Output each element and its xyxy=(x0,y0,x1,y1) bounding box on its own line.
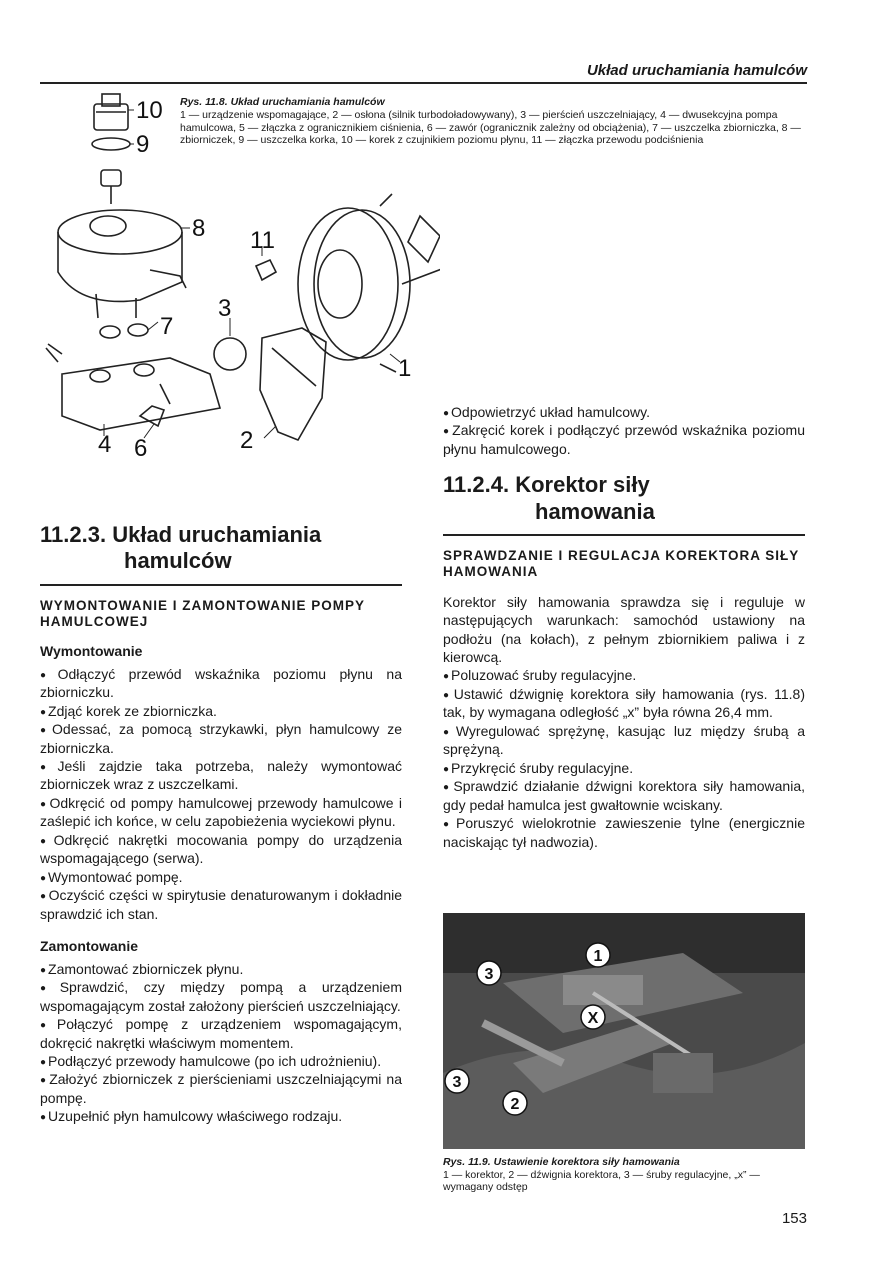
section-title-line1: Układ uruchamiania xyxy=(112,522,322,547)
list-item: ● Założyć zbiorniczek z pierścieniami uszczelniającymi na pompę. xyxy=(40,1070,402,1107)
subheading-pump: WYMONTOWANIE I ZAMONTOWANIE POMPY HAMULCOWEJ xyxy=(40,597,365,629)
list-item: ● Jeśli zajdzie taka potrzeba, należy wymontować zbiorniczek wraz z uszczelkami. xyxy=(40,757,402,794)
list-item: ● Uzupełnić płyn hamulcowy właściwego rodzaju. xyxy=(40,1107,402,1125)
list-item: ● Podłączyć przewody hamulcowe (po ich udrożnieniu). xyxy=(40,1052,402,1070)
callout-1: 1 xyxy=(398,355,412,382)
page-number: 153 xyxy=(781,1210,807,1227)
caption-text: 1 — urządzenie wspomagające, 2 — osłona (silnik turbodoładowywany), 3 — pierścień uszczelniający, 4 — dwusekcyjna pompa hamulcowa, 5 — złączka z ogranicznikiem ciśnienia, 6 — zawór (ogranicznik zależny od obciążenia), 7 — uszczelka zbiorniczka, 8 — zbiorniczek, 9 — uszczelka korka, 10 — korek z czujnikiem poziomu płynu, 11 — złączka przewodu podciśnienia xyxy=(180,108,801,147)
callout-3: 3 xyxy=(218,295,232,322)
figure-caption-11-9 xyxy=(443,1156,805,1194)
callout-2: 2 xyxy=(240,427,254,454)
photo-callout-3a: 3 xyxy=(484,966,494,983)
caption-title: Rys. 11.8. Układ uruchamiania hamulców xyxy=(180,96,385,108)
install-heading: Zamontowanie xyxy=(40,938,139,955)
section-title-line1: Korektor siły xyxy=(515,472,650,498)
left-column xyxy=(40,522,402,1126)
list-item: ● Połączyć pompę z urządzeniem wspomagającym, dokręcić nakrętki właściwym momentem. xyxy=(40,1015,402,1052)
list-item: ● Poruszyć wielokrotnie zawieszenie tylne (energicznie naciskając tył nadwozia). xyxy=(443,814,805,851)
list-item: ● Odpowietrzyć układ hamulcowy. xyxy=(443,403,805,421)
section-heading-11-2-3 xyxy=(40,522,402,575)
photo-callout-1: 1 xyxy=(593,948,603,965)
section-title-line2: hamowania xyxy=(535,498,655,524)
section-number: 11.2.4. xyxy=(443,472,510,498)
callout-10: 10 xyxy=(136,97,163,124)
list-item: ● Zdjąć korek ze zbiorniczka. xyxy=(40,702,402,720)
list-item: ● Zakręcić korek i podłączyć przewód wskaźnika poziomu płynu hamulcowego. xyxy=(443,421,805,458)
callout-6: 6 xyxy=(134,435,148,462)
callout-8: 8 xyxy=(192,215,206,242)
list-item: ● Ustawić dźwignię korektora siły hamowania (rys. 11.8) tak, by wymagana odległość „x” była równa 26,4 mm. xyxy=(443,685,805,722)
list-item: ● Oczyścić części w spirytusie denaturowanym i dokładnie sprawdzić ich stan. xyxy=(40,886,402,923)
section-heading-11-2-4 xyxy=(443,472,805,525)
caption-title: Rys. 11.9. Ustawienie korektora siły hamowania xyxy=(443,1156,680,1168)
figure-caption-11-8 xyxy=(180,96,810,147)
list-item: ● Sprawdzić działanie dźwigni korektora siły hamowania, gdy pedał hamulca jest gwałtownie wciskany. xyxy=(443,777,805,814)
corrector-photo-illustration xyxy=(443,913,805,1149)
photo-callout-x: X xyxy=(587,1010,599,1027)
removal-heading: Wymontowanie xyxy=(40,643,143,660)
list-item: ● Odkręcić nakrętki mocowania pompy do urządzenia wspomagającego (serwa). xyxy=(40,831,402,868)
callout-7: 7 xyxy=(160,313,174,340)
right-column xyxy=(443,403,805,851)
list-item: ● Wymontować pompę. xyxy=(40,868,402,886)
header-rule xyxy=(40,82,807,84)
list-item: ● Poluzować śruby regulacyjne. xyxy=(443,666,805,684)
list-item: ● Wyregulować sprężynę, kasując luz między śrubą a sprężyną. xyxy=(443,722,805,759)
subheading-corrector: SPRAWDZANIE I REGULACJA KOREKTORA SIŁY HAMOWANIA xyxy=(443,548,800,580)
list-item: ● Przykręcić śruby regulacyjne. xyxy=(443,759,805,777)
figure-corrector-photo xyxy=(443,913,805,1149)
section-number: 11.2.3. xyxy=(40,522,107,547)
list-item: ● Odłączyć przewód wskaźnika poziomu płynu na zbiorniczku. xyxy=(40,665,402,702)
section-rule xyxy=(443,534,805,536)
callout-9: 9 xyxy=(136,131,150,158)
list-item: ● Odessać, za pomocą strzykawki, płyn hamulcowy ze zbiorniczka. xyxy=(40,720,402,757)
photo-callout-3b: 3 xyxy=(452,1074,462,1091)
intro-paragraph: Korektor siły hamowania sprawdza się i reguluje w następujących warunkach: samochód ustawiony na podłożu (na kołach), z pełnym zbiornikiem paliwa i z kierowcą. xyxy=(443,593,805,665)
callout-4: 4 xyxy=(98,431,112,458)
callout-11: 11 xyxy=(250,227,275,254)
list-item: ● Zamontować zbiorniczek płynu. xyxy=(40,960,402,978)
caption-text: 1 — korektor, 2 — dźwignia korektora, 3 — śruby regulacyjne, „x” — wymagany odstęp xyxy=(443,1168,760,1194)
photo-callout-2: 2 xyxy=(510,1096,520,1113)
running-header: Układ uruchamiania hamulców xyxy=(586,62,807,79)
list-item: ● Odkręcić od pompy hamulcowej przewody hamulcowe i zaślepić ich końce, w celu zapobieżenia wyciekowi płynu. xyxy=(40,794,402,831)
list-item: ● Sprawdzić, czy między pompą a urządzeniem wspomagającym został założony pierścień uszczelniający. xyxy=(40,978,402,1015)
section-rule xyxy=(40,584,402,586)
section-title-line2: hamulców xyxy=(124,548,232,574)
